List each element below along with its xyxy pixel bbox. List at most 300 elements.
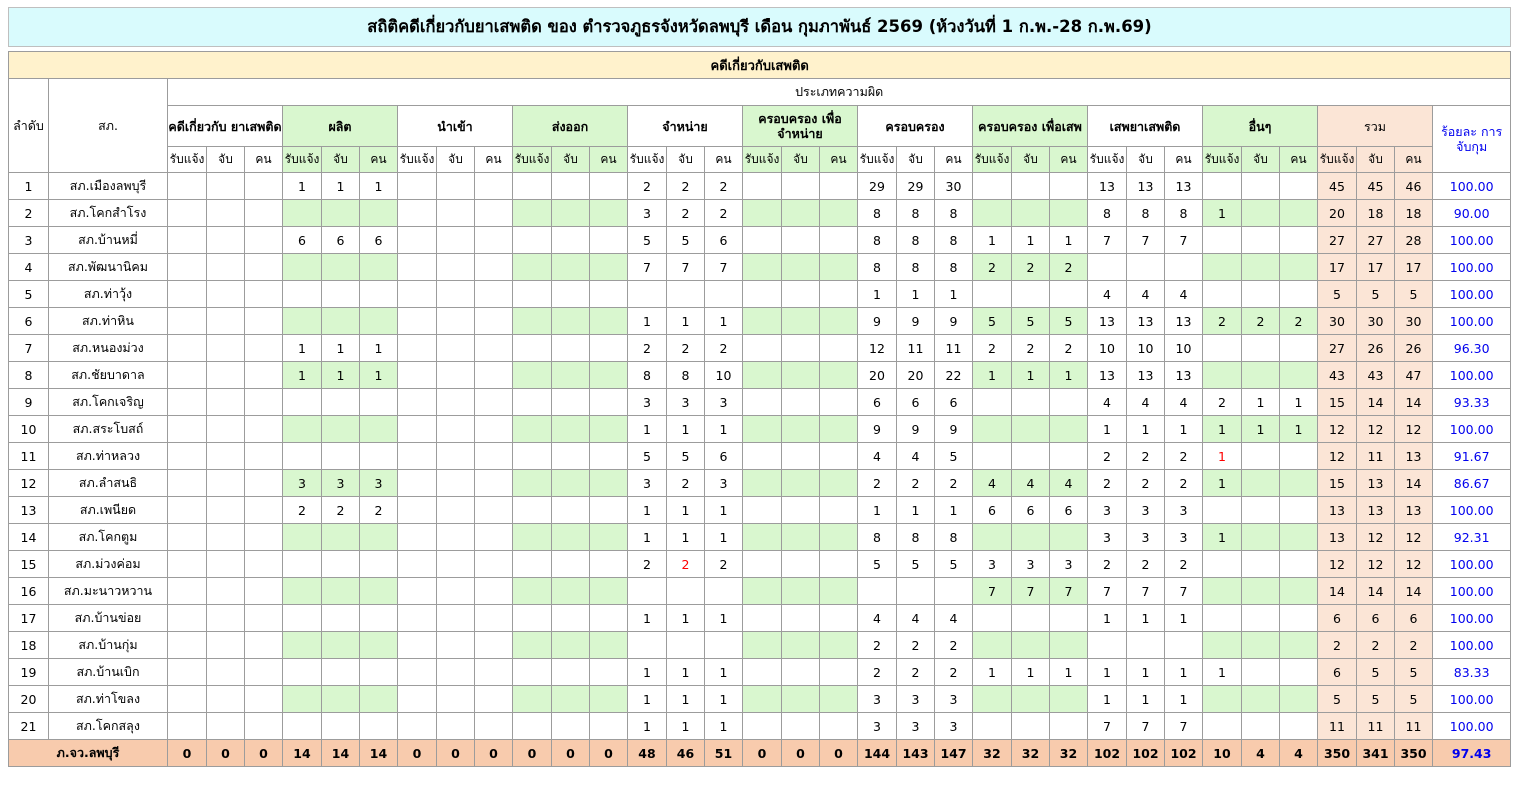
- data-cell: 2: [705, 335, 743, 362]
- data-cell: 20: [897, 362, 935, 389]
- data-cell: [552, 200, 590, 227]
- data-cell: 13: [1165, 362, 1203, 389]
- table-row: [9, 362, 1511, 389]
- data-cell: [782, 605, 820, 632]
- row-number: 1: [9, 173, 49, 200]
- header-offence-type: ประเภทความผิด: [168, 79, 1511, 106]
- data-cell: [705, 578, 743, 605]
- data-cell: [168, 254, 207, 281]
- data-cell: [1280, 524, 1318, 551]
- data-cell: [552, 227, 590, 254]
- data-cell: [322, 713, 360, 740]
- data-cell: [1203, 173, 1242, 200]
- data-cell: [552, 389, 590, 416]
- arrest-percent: 100.00: [1433, 497, 1511, 524]
- data-cell: [1242, 362, 1280, 389]
- sub-header: รับแจ้ง: [973, 147, 1012, 173]
- data-cell: 3: [628, 200, 667, 227]
- data-cell: 2: [667, 200, 705, 227]
- table-row: [9, 578, 1511, 605]
- data-cell: [322, 551, 360, 578]
- section-header: คดีเกี่ยวกับเสพติด: [9, 52, 1511, 79]
- sub-header: จับ: [1242, 147, 1280, 173]
- data-cell: 1: [322, 362, 360, 389]
- station-name: สภ.เมืองลพบุรี: [49, 173, 168, 200]
- data-cell: [782, 335, 820, 362]
- data-cell: [1050, 632, 1088, 659]
- data-cell: 12: [1357, 416, 1395, 443]
- data-cell: [820, 227, 858, 254]
- data-cell: [513, 389, 552, 416]
- data-cell: [590, 308, 628, 335]
- row-number: 11: [9, 443, 49, 470]
- data-cell: [398, 416, 437, 443]
- data-cell: [245, 443, 283, 470]
- data-cell: [590, 416, 628, 443]
- data-cell: [1242, 470, 1280, 497]
- data-cell: 2: [667, 173, 705, 200]
- data-cell: [207, 605, 245, 632]
- data-cell: 46: [1395, 173, 1433, 200]
- data-cell: [245, 659, 283, 686]
- data-cell: 30: [1357, 308, 1395, 335]
- data-cell: [820, 416, 858, 443]
- data-cell: [475, 443, 513, 470]
- data-cell: 13: [1318, 497, 1357, 524]
- total-cell: 147: [935, 740, 973, 767]
- table-row: [9, 524, 1511, 551]
- data-cell: 2: [705, 551, 743, 578]
- data-cell: 3: [897, 686, 935, 713]
- data-cell: [168, 173, 207, 200]
- data-cell: [207, 281, 245, 308]
- data-cell: 6: [858, 389, 897, 416]
- data-cell: 27: [1318, 227, 1357, 254]
- data-cell: 11: [897, 335, 935, 362]
- data-cell: [1050, 389, 1088, 416]
- station-name: สภ.โคกสลุง: [49, 713, 168, 740]
- data-cell: 7: [705, 254, 743, 281]
- data-cell: [1203, 227, 1242, 254]
- data-cell: [360, 443, 398, 470]
- data-cell: [398, 173, 437, 200]
- data-cell: [590, 686, 628, 713]
- data-cell: 11: [935, 335, 973, 362]
- data-cell: 2: [897, 659, 935, 686]
- data-cell: 13: [1165, 308, 1203, 335]
- data-cell: 6: [705, 227, 743, 254]
- sub-header: รับแจ้ง: [858, 147, 897, 173]
- data-cell: [628, 632, 667, 659]
- data-cell: 9: [897, 308, 935, 335]
- data-cell: [1050, 443, 1088, 470]
- data-cell: [820, 389, 858, 416]
- data-cell: [590, 254, 628, 281]
- sub-header: คน: [1395, 147, 1433, 173]
- data-cell: [1012, 416, 1050, 443]
- data-cell: 1: [628, 308, 667, 335]
- data-cell: [437, 632, 475, 659]
- header-station: สภ.: [49, 79, 168, 173]
- data-cell: 2: [973, 254, 1012, 281]
- data-cell: [513, 416, 552, 443]
- data-cell: 1: [667, 416, 705, 443]
- data-cell: [552, 470, 590, 497]
- data-cell: [552, 416, 590, 443]
- data-cell: 1: [283, 335, 322, 362]
- data-cell: 2: [1050, 254, 1088, 281]
- data-cell: [513, 362, 552, 389]
- data-cell: [1165, 632, 1203, 659]
- table-row: [9, 416, 1511, 443]
- data-cell: 9: [935, 416, 973, 443]
- total-arrest-percent: 97.43: [1433, 740, 1511, 767]
- data-cell: [398, 362, 437, 389]
- data-cell: 2: [322, 497, 360, 524]
- data-cell: 13: [1165, 173, 1203, 200]
- data-cell: 7: [1088, 227, 1127, 254]
- data-cell: [475, 227, 513, 254]
- table-row: [9, 713, 1511, 740]
- data-cell: [437, 605, 475, 632]
- table-row: [9, 497, 1511, 524]
- data-cell: [590, 470, 628, 497]
- data-cell: [1280, 443, 1318, 470]
- data-cell: [245, 470, 283, 497]
- data-cell: 10: [1127, 335, 1165, 362]
- category-header: ครอบครอง เพื่อเสพ: [973, 106, 1088, 147]
- data-cell: [322, 308, 360, 335]
- data-cell: 1: [628, 497, 667, 524]
- sub-header: รับแจ้ง: [1088, 147, 1127, 173]
- table-row: [9, 659, 1511, 686]
- data-cell: 8: [897, 254, 935, 281]
- data-cell: 12: [1318, 551, 1357, 578]
- data-cell: [168, 551, 207, 578]
- data-cell: 1: [322, 335, 360, 362]
- total-cell: 102: [1165, 740, 1203, 767]
- table-row: [9, 227, 1511, 254]
- total-cell: 143: [897, 740, 935, 767]
- data-cell: [322, 389, 360, 416]
- station-name: สภ.บ้านหมี่: [49, 227, 168, 254]
- data-cell: 6: [1318, 659, 1357, 686]
- data-cell: 7: [667, 254, 705, 281]
- data-cell: 45: [1357, 173, 1395, 200]
- data-cell: [973, 713, 1012, 740]
- data-cell: [207, 686, 245, 713]
- data-cell: [398, 713, 437, 740]
- data-cell: [1280, 254, 1318, 281]
- data-cell: 8: [858, 200, 897, 227]
- data-cell: [207, 524, 245, 551]
- data-cell: 3: [705, 389, 743, 416]
- data-cell: 7: [1127, 713, 1165, 740]
- data-cell: [1050, 416, 1088, 443]
- data-cell: [1203, 713, 1242, 740]
- data-cell: [1280, 497, 1318, 524]
- data-cell: 1: [705, 686, 743, 713]
- data-cell: [398, 308, 437, 335]
- data-cell: 1: [705, 659, 743, 686]
- data-cell: [552, 605, 590, 632]
- category-header: ครอบครอง เพื่อจำหน่าย: [743, 106, 858, 147]
- data-cell: 30: [1395, 308, 1433, 335]
- arrest-percent: 93.33: [1433, 389, 1511, 416]
- data-cell: [705, 281, 743, 308]
- total-cell: 4: [1242, 740, 1280, 767]
- data-cell: [590, 389, 628, 416]
- data-cell: 15: [1318, 470, 1357, 497]
- data-cell: 8: [897, 524, 935, 551]
- data-cell: [398, 443, 437, 470]
- data-cell: 1: [628, 416, 667, 443]
- drug-case-table: [8, 51, 1511, 767]
- data-cell: [782, 659, 820, 686]
- data-cell: 1: [1203, 200, 1242, 227]
- data-cell: 3: [1127, 497, 1165, 524]
- data-cell: 14: [1318, 578, 1357, 605]
- data-cell: [782, 524, 820, 551]
- data-cell: [705, 632, 743, 659]
- data-cell: [552, 173, 590, 200]
- arrest-percent: 92.31: [1433, 524, 1511, 551]
- data-cell: 4: [1050, 470, 1088, 497]
- data-cell: 2: [1357, 632, 1395, 659]
- data-cell: 1: [667, 659, 705, 686]
- data-cell: 4: [1165, 281, 1203, 308]
- data-cell: [168, 632, 207, 659]
- data-cell: [168, 281, 207, 308]
- total-cell: 14: [322, 740, 360, 767]
- row-number: 6: [9, 308, 49, 335]
- data-cell: [207, 362, 245, 389]
- data-cell: 1: [1127, 605, 1165, 632]
- data-cell: [820, 632, 858, 659]
- data-cell: 1: [1088, 686, 1127, 713]
- data-cell: [1280, 173, 1318, 200]
- total-row: [9, 740, 1511, 767]
- data-cell: [360, 389, 398, 416]
- data-cell: [475, 578, 513, 605]
- sub-header: จับ: [1012, 147, 1050, 173]
- data-cell: [1280, 200, 1318, 227]
- data-cell: [552, 686, 590, 713]
- data-cell: [1242, 227, 1280, 254]
- data-cell: 6: [973, 497, 1012, 524]
- data-cell: [782, 254, 820, 281]
- data-cell: [1012, 443, 1050, 470]
- data-cell: [1242, 254, 1280, 281]
- data-cell: 8: [935, 254, 973, 281]
- data-cell: [782, 416, 820, 443]
- data-cell: [513, 281, 552, 308]
- table-row: [9, 551, 1511, 578]
- data-cell: 1: [935, 497, 973, 524]
- data-cell: [782, 362, 820, 389]
- data-cell: [820, 173, 858, 200]
- data-cell: 1: [667, 497, 705, 524]
- data-cell: [743, 713, 782, 740]
- data-cell: 4: [1088, 389, 1127, 416]
- data-cell: [973, 416, 1012, 443]
- data-cell: [590, 497, 628, 524]
- data-cell: [513, 632, 552, 659]
- data-cell: [207, 497, 245, 524]
- data-cell: [437, 416, 475, 443]
- data-cell: 10: [1165, 335, 1203, 362]
- data-cell: 1: [705, 605, 743, 632]
- data-cell: [283, 281, 322, 308]
- data-cell: [168, 335, 207, 362]
- data-cell: [168, 200, 207, 227]
- data-cell: [743, 416, 782, 443]
- data-cell: [475, 389, 513, 416]
- sub-header: รับแจ้ง: [1318, 147, 1357, 173]
- data-cell: 5: [897, 551, 935, 578]
- sub-header: จับ: [552, 147, 590, 173]
- data-cell: [743, 200, 782, 227]
- data-cell: [628, 578, 667, 605]
- data-cell: 11: [1357, 713, 1395, 740]
- data-cell: 2: [360, 497, 398, 524]
- station-name: สภ.พัฒนานิคม: [49, 254, 168, 281]
- sub-header: จับ: [1357, 147, 1395, 173]
- page-title: สถิติคดีเกี่ยวกับยาเสพติด ของ ตำรวจภูธรจังหวัดลพบุรี เดือน กุมภาพันธ์ 2569 (ห้วงวันที่ 1 ก.พ.-28 ก.พ.69): [8, 7, 1511, 47]
- data-cell: 13: [1127, 173, 1165, 200]
- data-cell: 26: [1357, 335, 1395, 362]
- data-cell: 1: [1165, 686, 1203, 713]
- total-cell: 0: [437, 740, 475, 767]
- sub-header: จับ: [667, 147, 705, 173]
- row-number: 9: [9, 389, 49, 416]
- data-cell: [437, 335, 475, 362]
- sub-header: รับแจ้ง: [398, 147, 437, 173]
- data-cell: 4: [1165, 389, 1203, 416]
- data-cell: [1242, 524, 1280, 551]
- data-cell: 1: [1050, 362, 1088, 389]
- arrest-percent: 90.00: [1433, 200, 1511, 227]
- data-cell: 2: [628, 551, 667, 578]
- data-cell: 28: [1395, 227, 1433, 254]
- data-cell: [245, 308, 283, 335]
- data-cell: 2: [1088, 551, 1127, 578]
- data-cell: 1: [628, 686, 667, 713]
- data-cell: 1: [360, 173, 398, 200]
- data-cell: 13: [1127, 308, 1165, 335]
- data-cell: 1: [1242, 389, 1280, 416]
- table-row: [9, 470, 1511, 497]
- data-cell: 47: [1395, 362, 1433, 389]
- sub-header: จับ: [207, 147, 245, 173]
- data-cell: 5: [858, 551, 897, 578]
- data-cell: 30: [1318, 308, 1357, 335]
- table-row: [9, 335, 1511, 362]
- data-cell: 10: [1088, 335, 1127, 362]
- data-cell: 8: [1127, 200, 1165, 227]
- data-cell: [513, 578, 552, 605]
- data-cell: 2: [935, 659, 973, 686]
- data-cell: 1: [1012, 362, 1050, 389]
- data-cell: 4: [858, 443, 897, 470]
- data-cell: 8: [1088, 200, 1127, 227]
- data-cell: [1050, 605, 1088, 632]
- data-cell: [743, 686, 782, 713]
- data-cell: [1203, 497, 1242, 524]
- data-cell: 27: [1318, 335, 1357, 362]
- data-cell: [475, 335, 513, 362]
- data-cell: [437, 308, 475, 335]
- sub-header: คน: [705, 147, 743, 173]
- data-cell: [513, 443, 552, 470]
- arrest-percent: 100.00: [1433, 578, 1511, 605]
- data-cell: 3: [705, 470, 743, 497]
- data-cell: 3: [667, 389, 705, 416]
- data-cell: [475, 686, 513, 713]
- data-cell: [1280, 659, 1318, 686]
- data-cell: 1: [1088, 605, 1127, 632]
- data-cell: [283, 551, 322, 578]
- arrest-percent: 100.00: [1433, 254, 1511, 281]
- data-cell: [360, 551, 398, 578]
- data-cell: [743, 632, 782, 659]
- data-cell: [398, 659, 437, 686]
- data-cell: [283, 308, 322, 335]
- data-cell: [437, 227, 475, 254]
- data-cell: 1: [858, 281, 897, 308]
- data-cell: [743, 605, 782, 632]
- data-cell: 1: [1280, 416, 1318, 443]
- data-cell: 1: [667, 686, 705, 713]
- station-name: สภ.บ้านข่อย: [49, 605, 168, 632]
- data-cell: [590, 281, 628, 308]
- data-cell: 6: [1357, 605, 1395, 632]
- data-cell: [475, 497, 513, 524]
- data-cell: [1012, 281, 1050, 308]
- data-cell: [360, 686, 398, 713]
- data-cell: 1: [360, 335, 398, 362]
- data-cell: 20: [858, 362, 897, 389]
- data-cell: [1242, 200, 1280, 227]
- data-cell: [322, 578, 360, 605]
- data-cell: [475, 281, 513, 308]
- arrest-percent: 100.00: [1433, 605, 1511, 632]
- data-cell: [475, 173, 513, 200]
- data-cell: 5: [935, 551, 973, 578]
- data-cell: [437, 713, 475, 740]
- data-cell: [782, 308, 820, 335]
- sub-header: รับแจ้ง: [283, 147, 322, 173]
- data-cell: [1012, 713, 1050, 740]
- data-cell: [283, 605, 322, 632]
- data-cell: [1242, 281, 1280, 308]
- data-cell: [973, 686, 1012, 713]
- data-cell: 27: [1357, 227, 1395, 254]
- station-name: สภ.ลำสนธิ: [49, 470, 168, 497]
- data-cell: 1: [1127, 686, 1165, 713]
- data-cell: [590, 200, 628, 227]
- arrest-percent: 100.00: [1433, 632, 1511, 659]
- data-cell: 14: [1357, 389, 1395, 416]
- header-order: ลำดับ: [9, 79, 49, 173]
- data-cell: [245, 281, 283, 308]
- data-cell: [322, 605, 360, 632]
- data-cell: 12: [1395, 551, 1433, 578]
- data-cell: [513, 254, 552, 281]
- total-cell: 0: [168, 740, 207, 767]
- data-cell: [743, 254, 782, 281]
- data-cell: [1280, 335, 1318, 362]
